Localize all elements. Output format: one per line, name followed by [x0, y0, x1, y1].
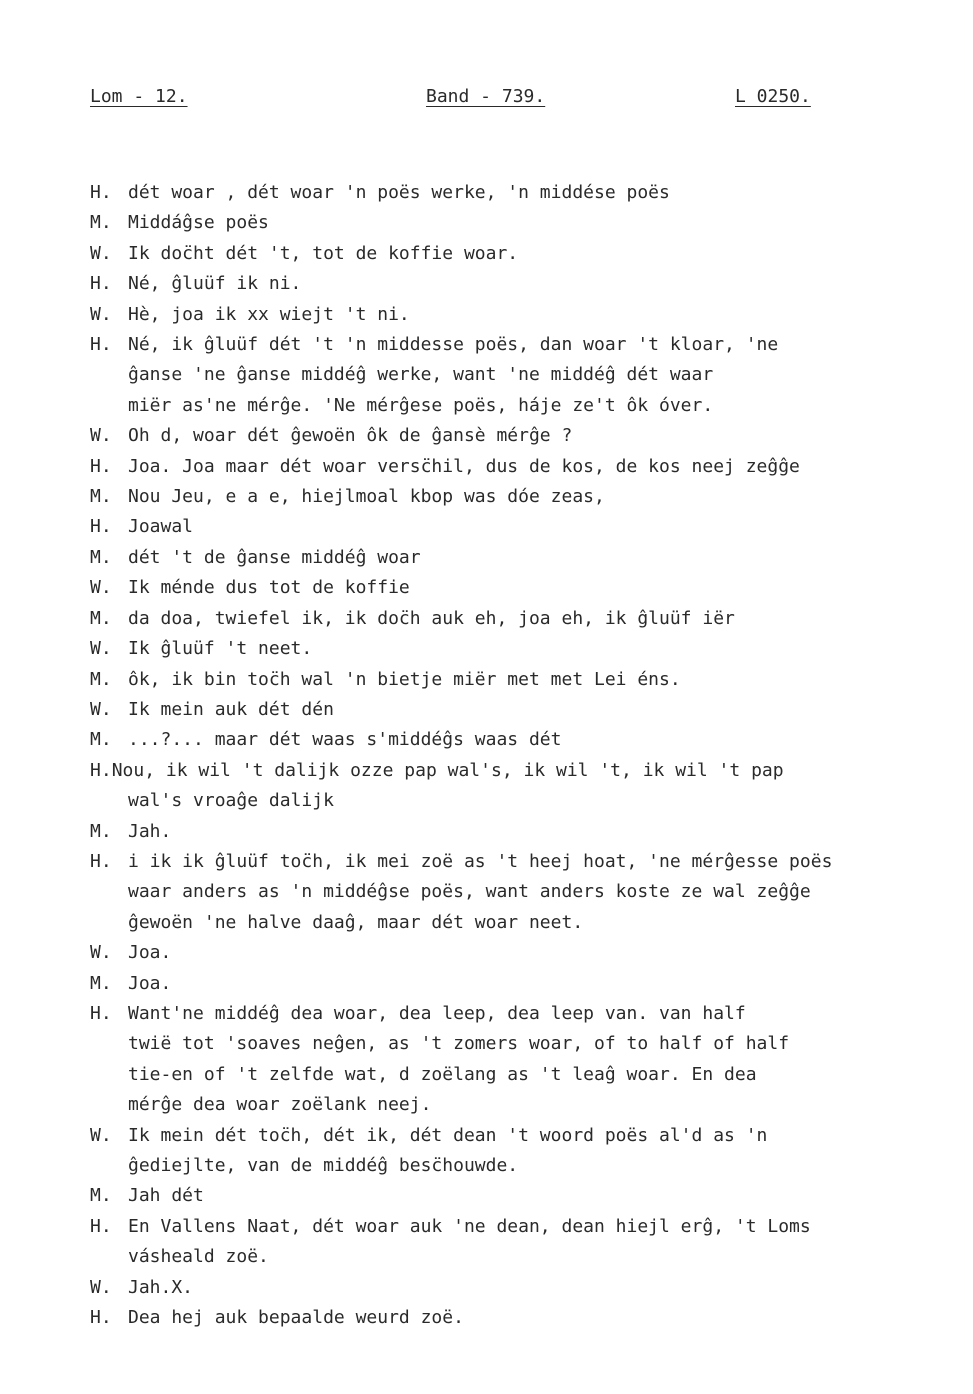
- speaker-label: H.: [90, 334, 112, 356]
- utterance: [128, 634, 950, 664]
- utterance: [128, 817, 950, 847]
- utterance: [128, 1121, 950, 1182]
- transcript-turn: [90, 1212, 950, 1273]
- utterance: [128, 999, 950, 1121]
- utterance-line: Oh d, woar dét ĝewoën ôk de ĝansè mérĝe ?: [128, 425, 573, 447]
- transcript-continuation: [90, 786, 950, 816]
- speaker-label: M.: [90, 972, 112, 994]
- utterance-line: vásheald zoë.: [128, 1246, 269, 1268]
- utterance-line: Joa.: [128, 972, 172, 994]
- page-header: [90, 86, 825, 112]
- utterance-line: Hè, joa ik xx wiejt 't ni.: [128, 303, 410, 325]
- transcript-turn: [90, 604, 950, 634]
- transcript-turn: [90, 1303, 950, 1333]
- transcript-turn: [90, 695, 950, 725]
- utterance-line: tie-en of 't zelfde wat, d zoëlang as 't leaĝ woar. En dea: [128, 1063, 757, 1085]
- utterance: [128, 178, 950, 208]
- transcript-turn: [90, 1121, 950, 1182]
- utterance: [128, 665, 950, 695]
- transcript-turn: [90, 665, 950, 695]
- utterance-line: Ik mein dét toc̈h, dét ik, dét dean 't woord poës al'd as 'n: [128, 1124, 768, 1146]
- utterance: [128, 573, 950, 603]
- speaker-label: M.: [90, 1185, 112, 1207]
- transcript-turn: [90, 847, 950, 938]
- utterance: [128, 300, 950, 330]
- utterance: [128, 1212, 950, 1273]
- transcript-turn: [90, 999, 950, 1121]
- utterance-line: Nou Jeu, e a e, hiejlmoal kbop was dóe zeas,: [128, 486, 605, 508]
- speaker-label: W.: [90, 577, 112, 599]
- transcript-turn: [90, 1273, 950, 1303]
- utterance: [128, 512, 950, 542]
- transcript-turn: [90, 512, 950, 542]
- speaker-label: M.: [90, 546, 112, 568]
- utterance: [128, 543, 950, 573]
- utterance-line: ĝanse 'ne ĝanse middéĝ werke, want 'ne middéĝ dét waar: [128, 364, 714, 386]
- speaker-label: W.: [90, 942, 112, 964]
- transcript-body: [90, 178, 950, 1333]
- speaker-label: M.: [90, 607, 112, 629]
- utterance-line: Middáĝse poës: [128, 212, 269, 234]
- speaker-label: M.: [90, 486, 112, 508]
- utterance-line: dét woar , dét woar 'n poës werke, 'n middése poës: [128, 182, 670, 203]
- transcript-turn: [90, 725, 950, 755]
- utterance-line: waar anders as 'n middéĝse poës, want anders koste ze wal zeĝĝe: [128, 881, 811, 903]
- utterance-line: ĝewoën 'ne halve daaĝ, maar dét woar neet.: [128, 911, 584, 933]
- page-code: L 0250.: [735, 86, 811, 107]
- utterance-line: Jah.: [128, 820, 172, 842]
- utterance-line: Jah dét: [128, 1185, 204, 1207]
- transcript-turn: [90, 969, 950, 999]
- utterance: [128, 208, 950, 238]
- utterance-line: ĝediejlte, van de middéĝ besc̈houwde.: [128, 1155, 519, 1176]
- utterance-line: twië tot 'soaves neĝen, as 't zomers woar, of to half of half: [128, 1033, 790, 1055]
- transcript-turn: [90, 1181, 950, 1211]
- transcript-turn: [90, 452, 950, 482]
- speaker-label: H.: [90, 1215, 112, 1237]
- utterance-line: Ik doc̈ht dét 't, tot de koffie woar.: [128, 242, 519, 264]
- utterance: [128, 938, 950, 968]
- speaker-label: M.: [90, 820, 112, 842]
- utterance: [128, 725, 950, 755]
- speaker-label: H.: [90, 1002, 112, 1024]
- utterance-line: Joa. Joa maar dét woar versc̈hil, dus de kos, de kos neej zeĝĝe: [128, 455, 800, 477]
- utterance-line: mérĝe dea woar zoëlank neej.: [128, 1094, 432, 1116]
- transcript-turn: [90, 178, 950, 208]
- utterance: [128, 847, 950, 938]
- utterance: [128, 269, 950, 299]
- utterance: [128, 482, 950, 512]
- utterance-line: Ik ĝluüf 't neet.: [128, 638, 313, 660]
- speaker-label: H.: [90, 273, 112, 295]
- utterance: [128, 239, 950, 269]
- transcript-turn: [90, 817, 950, 847]
- transcript-turn: [90, 239, 950, 269]
- transcript-turn: [90, 756, 950, 786]
- tape-number: Band - 739.: [426, 86, 546, 107]
- utterance: [112, 756, 950, 786]
- speaker-label: W.: [90, 698, 112, 720]
- transcript-turn: [90, 300, 950, 330]
- transcript-turn: [90, 482, 950, 512]
- utterance-line: Jah.X.: [128, 1276, 194, 1298]
- speaker-label: H.: [90, 516, 112, 538]
- transcript-turn: [90, 573, 950, 603]
- utterance-line: Dea hej auk bepaalde weurd zoë.: [128, 1307, 464, 1329]
- transcript-turn: [90, 938, 950, 968]
- utterance-line: ...?... maar dét waas s'middéĝs waas dét: [128, 729, 562, 751]
- speaker-label: W.: [90, 1124, 112, 1146]
- utterance: [128, 421, 950, 451]
- speaker-label: H.: [90, 759, 112, 781]
- utterance-line: wal's vroaĝe dalijk: [128, 790, 334, 812]
- utterance-line: Nou, ik wil 't dalijk ozze pap wal's, ik wil 't, ik wil 't pap: [111, 759, 784, 781]
- speaker-label: H.: [90, 455, 112, 477]
- utterance-line: i ik ik ĝluüf toc̈h, ik mei zoë as 't heej hoat, 'ne mérĝesse poës: [128, 850, 833, 872]
- transcript-turn: [90, 421, 950, 451]
- transcript-turn: [90, 330, 950, 421]
- speaker-label: W.: [90, 242, 112, 264]
- utterance: [128, 1273, 950, 1303]
- utterance-line: Ik ménde dus tot de koffie: [128, 577, 410, 599]
- utterance-line: Né, ik ĝluüf dét 't 'n middesse poës, dan woar 't kloar, 'ne: [128, 334, 779, 356]
- speaker-label: W.: [90, 1276, 112, 1298]
- speaker-label: H.: [90, 850, 112, 872]
- utterance: [128, 1303, 950, 1333]
- utterance: [128, 452, 950, 482]
- speaker-label: M.: [90, 668, 112, 690]
- transcript-turn: [90, 543, 950, 573]
- utterance-line: miër as'ne mérĝe. 'Ne mérĝese poës, háje ze't ôk óver.: [128, 394, 714, 416]
- utterance: [128, 1181, 950, 1211]
- utterance: [128, 695, 950, 725]
- utterance-line: Ik mein auk dét dén: [128, 698, 334, 720]
- utterance-line: dét 't de ĝanse middéĝ woar: [128, 546, 421, 568]
- utterance-line: Joa.: [128, 942, 172, 964]
- utterance-line: da doa, twiefel ik, ik doc̈h auk eh, joa eh, ik ĝluüf iër: [128, 607, 735, 629]
- speaker-label: W.: [90, 425, 112, 447]
- transcript-turn: [90, 634, 950, 664]
- speaker-label: W.: [90, 638, 112, 660]
- document-id: Lom - 12.: [90, 86, 188, 107]
- utterance: [128, 330, 950, 421]
- speaker-label: H.: [90, 182, 112, 203]
- speaker-label: H.: [90, 1307, 112, 1329]
- transcript-turn: [90, 269, 950, 299]
- utterance-line: ôk, ik bin toc̈h wal 'n bietje miër met met Lei éns.: [128, 668, 681, 690]
- speaker-label: M.: [90, 729, 112, 751]
- utterance-line: En Vallens Naat, dét woar auk 'ne dean, dean hiejl erĝ, 't Loms: [128, 1215, 811, 1237]
- utterance-line: Want'ne middéĝ dea woar, dea leep, dea leep van. van half: [128, 1002, 746, 1024]
- utterance: [128, 969, 950, 999]
- utterance: [128, 604, 950, 634]
- speaker-label: M.: [90, 212, 112, 234]
- speaker-label: W.: [90, 303, 112, 325]
- utterance-line: Né, ĝluüf ik ni.: [128, 273, 302, 295]
- transcript-turn: [90, 208, 950, 238]
- utterance-line: Joawal: [128, 516, 194, 538]
